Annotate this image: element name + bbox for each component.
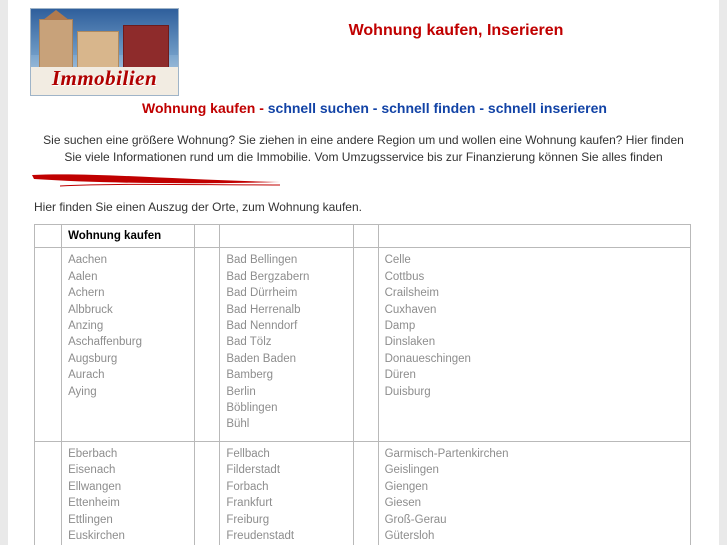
place-item[interactable]: Aurach [68,369,105,382]
row1-spacer-1 [35,248,62,441]
place-item[interactable]: Aschaffenburg [68,336,143,349]
place-item[interactable]: Forbach [226,480,269,493]
place-item[interactable]: Fellbach [226,447,270,460]
header-spacer-2 [195,225,220,248]
places-cell-a1 [62,248,195,441]
place-item[interactable]: Giengen [384,480,429,493]
header-spacer-1 [35,225,62,248]
place-item[interactable]: Duisburg [384,385,431,398]
place-item[interactable]: Bad Herrenalb [226,303,301,316]
header-spacer-4 [353,225,378,248]
table-row [35,441,691,545]
table-header-label: Wohnung kaufen [62,225,195,248]
place-item[interactable]: Donaueschingen [384,352,471,365]
place-item[interactable]: Bad Nenndorf [226,320,298,333]
place-item[interactable]: Augsburg [68,352,118,365]
place-item[interactable]: Aalen [68,270,98,283]
places-cell-c1 [378,248,690,441]
page-content [8,0,719,545]
place-item[interactable]: Freiburg [226,513,270,526]
place-item[interactable]: Ettenheim [68,497,120,510]
list-lead-in: Hier finden Sie einen Auszug der Orte, zum Wohnung kaufen. [34,200,362,214]
place-item[interactable]: Bad Dürrheim [226,287,298,300]
table-row [35,248,691,441]
table-header-row [35,225,691,248]
page-gutter-right [719,0,727,545]
place-item[interactable]: Dinslaken [384,336,436,349]
place-item[interactable]: Ellwangen [68,480,122,493]
row2-spacer-2 [195,441,220,545]
swoosh-icon [30,170,320,190]
place-item[interactable]: Damp [384,320,416,333]
place-item[interactable]: Baden Baden [226,352,297,365]
place-item[interactable]: Bühl [226,418,250,431]
place-item[interactable]: Bad Tölz [226,336,272,349]
places-cell-c2 [378,441,690,545]
place-item[interactable]: Achern [68,287,105,300]
place-item[interactable]: Anzing [68,320,104,333]
header-spacer-3 [220,225,353,248]
place-item[interactable]: Filderstadt [226,464,281,477]
place-item[interactable]: Eisenach [68,464,116,477]
place-item[interactable]: Böblingen [226,402,278,415]
subtitle-red: Wohnung kaufen - [142,100,268,116]
place-item[interactable]: Crailsheim [384,287,439,300]
place-item[interactable]: Bad Bergzabern [226,270,310,283]
place-item[interactable]: Groß-Gerau [384,513,447,526]
row2-spacer-1 [35,441,62,545]
place-item[interactable]: Freudenstadt [226,529,295,542]
red-swoosh-divider [8,170,719,192]
page-header [8,0,719,98]
place-item[interactable]: Ettlingen [68,513,113,526]
header-spacer-5 [378,225,690,248]
places-cell-a2 [62,441,195,545]
place-item[interactable]: Celle [384,254,411,267]
row1-spacer-2 [195,248,220,441]
place-item[interactable]: Aachen [68,254,108,267]
page-gutter-left [0,0,8,545]
place-item[interactable]: Bamberg [226,369,273,382]
places-table [34,224,691,545]
page-title: Wohnung kaufen, Inserieren [348,22,564,39]
place-item[interactable]: Albbruck [68,303,113,316]
place-item[interactable]: Geislingen [384,464,439,477]
row2-spacer-3 [353,441,378,545]
place-item[interactable]: Gütersloh [384,529,435,542]
subtitle-blue: schnell suchen - schnell finden - schnell inserieren [267,100,607,116]
row1-spacer-3 [353,248,378,441]
place-item[interactable]: Bad Bellingen [226,254,298,267]
place-item[interactable]: Euskirchen [68,529,125,542]
place-item[interactable]: Garmisch-Partenkirchen [384,447,509,460]
immobilien-logo[interactable] [30,8,179,96]
place-item[interactable]: Eberbach [68,447,118,460]
place-item[interactable]: Cottbus [384,270,425,283]
places-cell-b2 [220,441,353,545]
place-item[interactable]: Berlin [226,385,256,398]
place-item[interactable]: Frankfurt [226,497,273,510]
place-item[interactable]: Giesen [384,497,422,510]
places-cell-b1 [220,248,353,441]
place-item[interactable]: Düren [384,369,416,382]
place-item[interactable]: Cuxhaven [384,303,437,316]
page-subtitle [8,100,719,116]
place-item[interactable]: Aying [68,385,97,398]
logo-text: Immobilien [51,66,158,90]
intro-paragraph: Sie suchen eine größere Wohnung? Sie ziehen in eine andere Region um und wollen eine Wohnung kaufen? Hier finden Sie viele Informationen rund um die Immobilie. Vom Umzugsservice bis zur Finanzierung können Sie alles finden [43,133,684,164]
